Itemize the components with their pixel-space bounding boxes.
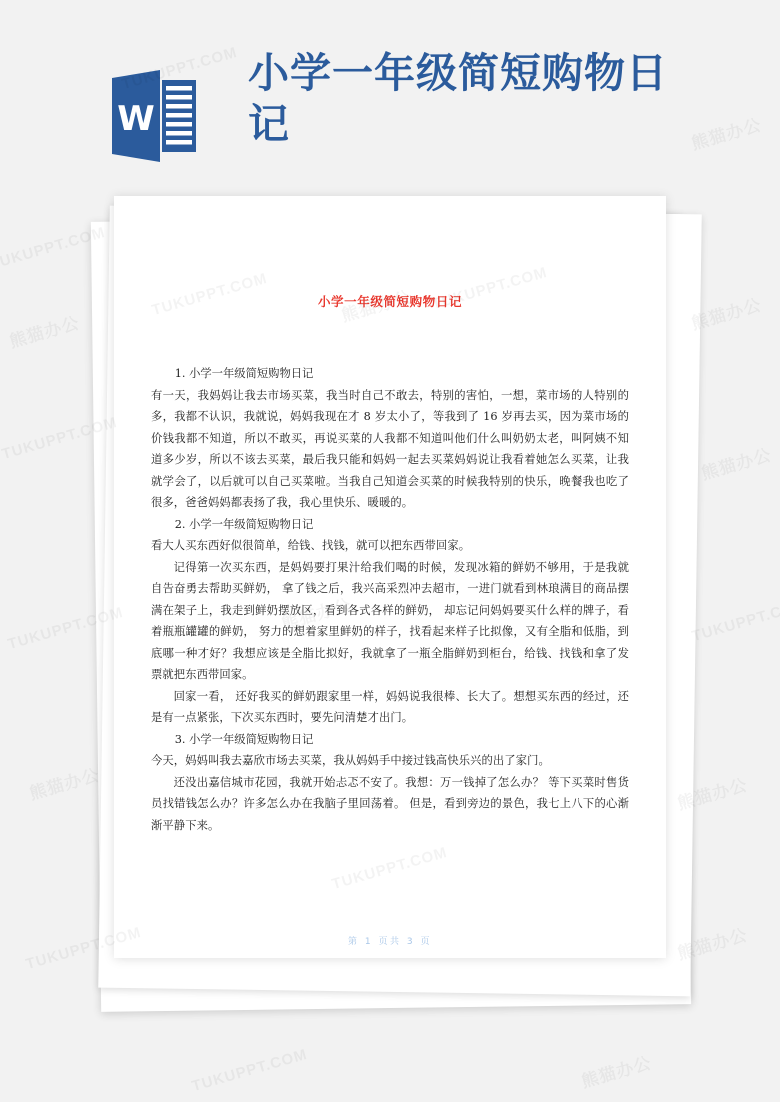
word-document-icon (108, 68, 200, 164)
section-heading-2: 2. 小学一年级简短购物日记 (174, 517, 314, 531)
section-2-paragraph-1: 看大人买东西好似很简单，给钱、找钱，就可以把东西带回家。 (151, 539, 471, 552)
page-number-footer: 第 1 页共 3 页 (348, 937, 432, 947)
word-icon-letter: W (117, 99, 155, 139)
document-title: 小学一年级简短购物日记 (317, 294, 463, 309)
section-2-paragraph-3: 回家一看， 还好我买的鲜奶跟家里一样，妈妈说我很棒、长大了。想想买东西的经过，还是有一点紧张，下次买东西时，要先问清楚才出门。 (151, 689, 629, 724)
page-header (0, 0, 780, 185)
page-title: 小学一年级简短购物日记 (248, 49, 668, 148)
document-body (151, 196, 629, 836)
section-3-paragraph-1: 今天，妈妈叫我去嘉欣市场去买菜，我从妈妈手中接过钱高快乐兴的出了家门。 (151, 754, 550, 767)
section-heading-3: 3. 小学一年级简短购物日记 (174, 732, 314, 746)
section-2-paragraph-2: 记得第一次买东西，是妈妈要打果汁给我们喝的时候，发现冰箱的鲜奶不够用，于是我就自告奋勇去帮助买鲜奶， 拿了钱之后，我兴高采烈冲去超市，一进门就看到林琅满目的商品摆满在架子上，我走到鲜奶摆放区，看到各式各样的鲜奶， 却忘记问妈妈要买什么样的牌子，看着瓶瓶罐罐的鲜奶， 努力的想着家里鲜奶的样子，找看起来样子比拟像，又有全脂和低脂，到底哪一种才好？我想应该是全脂比拟好，我就拿了一瓶全脂鲜奶到柜台，给钱、找钱和拿了发票就把东西带回家。 (151, 560, 629, 681)
section-1-paragraph-1: 有一天，我妈妈让我去市场买菜，我当时自己不敢去，特别的害怕，一想，菜市场的人特别的多，我都不认识，我就说，妈妈我现在才 8 岁太小了，等我到了 16 岁再去买，因为菜市场的价钱我都不知道，所以不敢买，再说买菜的人我都不知道叫他们什么叫奶奶太老，叫阿姨不知道多少岁，所以不该去买菜，最后我只能和妈妈一起去买菜妈妈说让我看着她怎么买菜，让我就学会了，以后就可以自己买菜啦。当我自己知道会买菜的时候我特别的快乐，晚餐我也吃了很多，爸爸妈妈都表扬了我，我心里快乐、暖暖的。 (151, 388, 629, 509)
document-page (114, 196, 666, 958)
section-3-paragraph-2: 还没出嘉信城市花园，我就开始忐忑不安了。我想：万一钱掉了怎么办？ 等下买菜时售货员找错钱怎么办？许多怎么办在我脑子里回荡着。 但是，看到旁边的景色，我七上八下的心渐渐平静下来。 (151, 775, 629, 832)
section-heading-1: 1. 小学一年级简短购物日记 (174, 367, 314, 380)
